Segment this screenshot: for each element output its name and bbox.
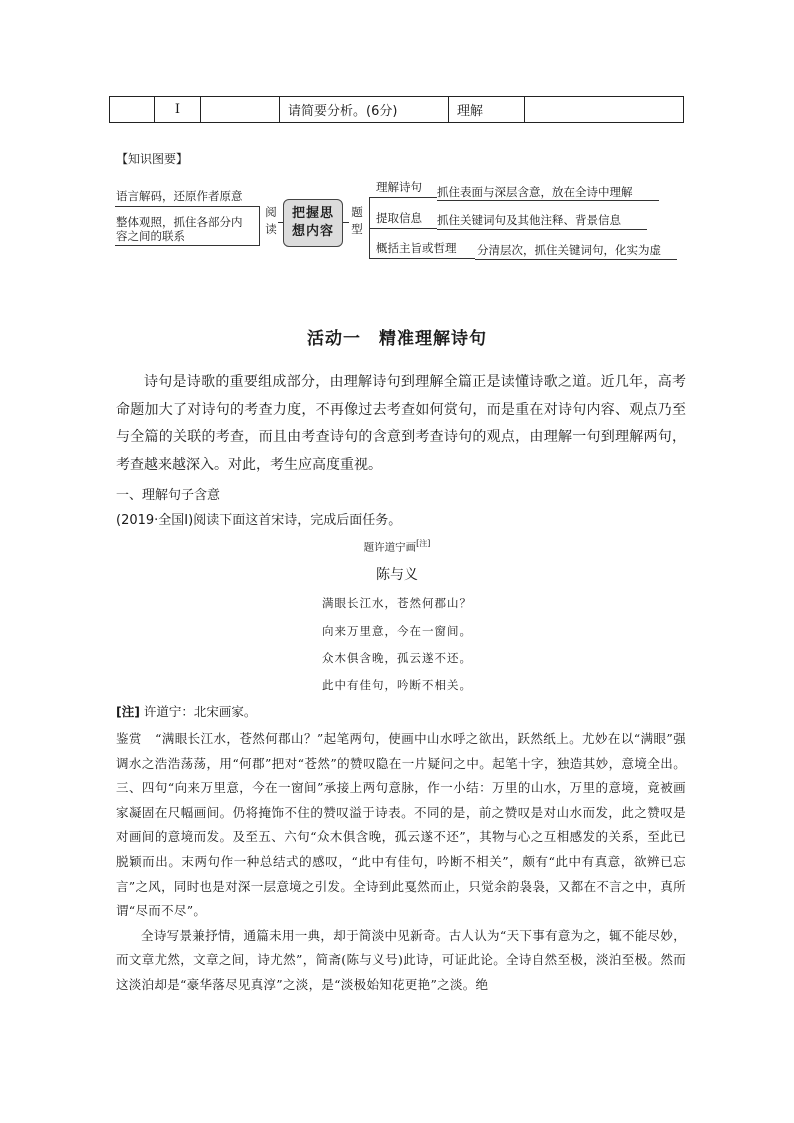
- poem-line: 众木俱含晚，孤云遂不还。: [322, 651, 472, 665]
- mindmap-underline: [369, 228, 429, 229]
- mindmap-read-label: 阅读: [265, 205, 277, 236]
- mindmap-branch-type-3: 概括主旨或哲理: [376, 241, 457, 255]
- table-cell: [110, 97, 155, 122]
- table-cell-ability: 理解: [449, 97, 525, 122]
- note-text: 许道宁：北宋画家。: [143, 704, 257, 719]
- mindmap-branch-desc-3: 分清层次，抓住关键词句，化实为虚: [477, 243, 661, 257]
- mindmap-underline: [475, 259, 677, 260]
- mindmap-left-item-2: 整体观照，抓住各部分内 容之间的联系: [116, 215, 243, 244]
- poem-title: 题许道宁画[注]: [363, 539, 431, 554]
- mindmap-branch-type-1: 理解诗句: [376, 180, 422, 194]
- appreciation-section: [116, 727, 686, 998]
- intro-paragraph: 诗句是诗歌的重要组成部分，由理解诗句到理解全篇正是读懂诗歌之道。近几年，高考命题加大了对诗句的考查力度，不再像过去考查如何赏句，而是重在对诗句内容、观点乃至与全篇的关联的考查，而且由考查诗句的含意到考查诗句的观点，由理解一句到理解两句，考查越来越深入。对此，考生应高度重视。: [116, 374, 686, 473]
- poem-note: [116, 702, 256, 720]
- mindmap-connector: [343, 222, 349, 223]
- table-cell-question-number: Ⅰ: [155, 97, 201, 122]
- poem-line: 向来万里意，今在一窗间。: [322, 624, 472, 638]
- poem-author: 陈与义: [376, 567, 418, 583]
- poem-line: 满眼长江水，苍然何郡山？: [322, 596, 472, 610]
- mindmap-center-node: 把握思 想内容: [283, 199, 343, 247]
- appreciation-paragraph-2: 全诗写景兼抒情，通篇未用一典，却于简淡中见新奇。古人认为“天下事有意为之，辄不能尽妙，而文章尤然，文章之间，诗尤然”，简斋(陈与义号)此诗，可证此论。全诗自然至极，淡泊至极。然而这淡泊却是“豪华落尽见真淳”之淡，是“淡极始知花更艳”之淡。绝: [116, 927, 686, 992]
- section-heading: 一、理解句子含意: [116, 488, 221, 503]
- table-cell-question: 请简要分析。(6分): [280, 97, 449, 122]
- mindmap-bracket: [259, 206, 260, 246]
- activity-title: 活动一 精准理解诗句: [307, 329, 487, 349]
- poem-line: 此中有佳句，吟断不相关。: [322, 678, 472, 692]
- mindmap-connector: [429, 228, 437, 229]
- mindmap-connector: [467, 258, 475, 259]
- knowledge-map-heading: 【知识图要】: [116, 152, 189, 166]
- mindmap-branch-desc-2: 抓住关键词句及其他注释、背景信息: [437, 213, 621, 227]
- mindmap-underline: [115, 245, 259, 246]
- mindmap-connector: [429, 197, 437, 198]
- mindmap-underline: [369, 197, 429, 198]
- appreciation-label: 鉴赏: [116, 731, 142, 746]
- poem-title-note-mark: [注]: [416, 539, 431, 548]
- mindmap-underline: [115, 206, 259, 207]
- mindmap-branch-desc-1: 抓住表面与深层含意，放在全诗中理解: [437, 185, 633, 199]
- table-cell: [525, 97, 683, 122]
- question-table-row: [109, 96, 684, 123]
- mindmap-type-label: 题型: [351, 205, 363, 236]
- mindmap-left-item-1: 语言解码，还原作者原意: [116, 189, 243, 203]
- table-cell: [201, 97, 280, 122]
- mindmap-underline: [437, 229, 647, 230]
- question-source: (2019·全国Ⅰ)阅读下面这首宋诗，完成后面任务。: [116, 513, 402, 528]
- note-label: [注]: [116, 704, 140, 719]
- mindmap-underline: [437, 200, 659, 201]
- mindmap-underline: [369, 258, 467, 259]
- mindmap-branch-type-2: 提取信息: [376, 211, 422, 225]
- appreciation-paragraph-1: 鉴赏 “满眼长江水，苍然何郡山？”起笔两句，使画中山水呼之欲出，跃然纸上。尤妙在以“满眼”强调水之浩浩荡荡，用“何郡”把对“苍然”的赞叹隐在一片疑问之中。起笔十字，独造其妙，意境全出。三、四句“向来万里意，今在一窗间”承接上两句意脉，作一小结：万里的山水，万里的意境，竟被画家凝固在尺幅画间。仍将掩饰不住的赞叹溢于诗表。不同的是，前之赞叹是对山水而发，此之赞叹是对画间的意境而发。及至五、六句“众木俱含晚，孤云遂不还”，其物与心之互相感发的关系，至此已脱颖而出。末两句作一种总结式的感叹，“此中有佳句，吟断不相关”，颇有“此中有真意，欲辨已忘言”之风，同时也是对深一层意境之引发。全诗到此戛然而止，只觉余韵袅袅，又都在不言之中，真所谓“尽而不尽”。: [116, 731, 686, 919]
